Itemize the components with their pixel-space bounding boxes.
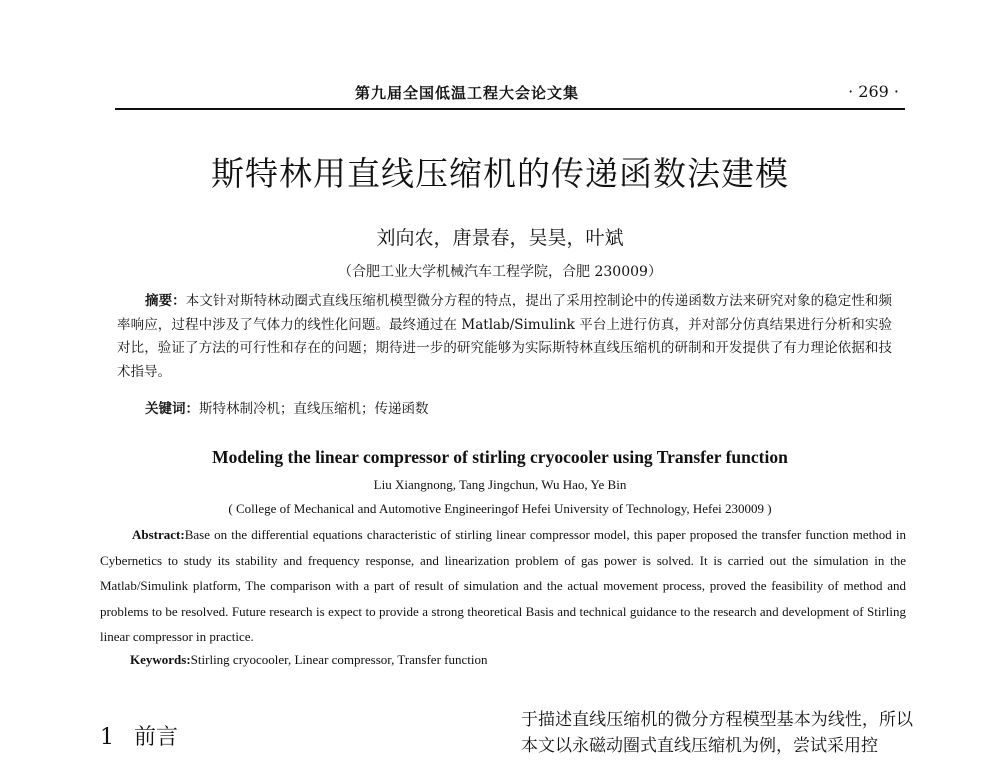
- section-title: 前言: [134, 725, 179, 750]
- authors-cn: 刘向农，唐景春，吴昊，叶斌: [376, 227, 624, 249]
- keywords-cn: [145, 397, 429, 417]
- abstract-en-text: Base on the differential equations characteristic of stirling linear compressor model, this paper proposed the transfer function method in Cybernetics to study its stability and frequency response, and linearization problem of gas power is solved. It is carried out the simulation in the Matlab/Simulink platform, The comparison with a part of result of simulation and the actual movement process, proved the feasibility of method and problems to be resolved. Future research is expect to provide a strong theoretical Basis and technical guidance to the research and development of Stirling linear compressor in practice.: [100, 527, 906, 644]
- keywords-en-label: Keywords:: [130, 652, 191, 667]
- abstract-en: [100, 522, 906, 650]
- abstract-cn-label: 摘要：: [145, 293, 186, 309]
- running-header: [115, 80, 905, 110]
- authors-en: Liu Xiangnong, Tang Jingchun, Wu Hao, Ye Bin: [373, 477, 627, 492]
- page-number: · 269 ·: [848, 82, 899, 101]
- journal-title: 第九届全国低温工程大会论文集: [355, 84, 580, 102]
- abstract-cn-text: 本文针对斯特林动圈式直线压缩机模型微分方程的特点，提出了采用控制论中的传递函数方法来研究对象的稳定性和频率响应，过程中涉及了气体力的线性化问题。最终通过在 Matlab/Simulink 平台上进行仿真，并对部分仿真结果进行分析和实验对比，验证了方法的可行性和存在的问题；期待进一步的研究能够为实际斯特林直线压缩机的研制和开发提供了有力理论依据和技术指导。: [117, 293, 892, 380]
- abstract-en-label: Abstract:: [132, 527, 185, 542]
- keywords-cn-text: 斯特林制冷机；直线压缩机；传递函数: [199, 401, 429, 417]
- section-body-text: 于描述直线压缩机的微分方程模型基本为线性，所以本文以永磁动圈式直线压缩机为例，尝试采用控: [521, 710, 913, 756]
- keywords-cn-label: 关键词：: [145, 401, 199, 417]
- affiliation-en: ( College of Mechanical and Automotive Engineeringof Hefei University of Technology, Hefei 230009 ): [228, 501, 772, 516]
- keywords-en: [130, 652, 487, 668]
- abstract-cn: [117, 290, 892, 384]
- section-heading: [100, 720, 178, 751]
- keywords-en-text: Stirling cryocooler, Linear compressor, Transfer function: [190, 652, 488, 667]
- affiliation-cn: （合肥工业大学机械汽车工程学院，合肥 230009）: [338, 264, 662, 280]
- section-number: 1: [100, 725, 114, 750]
- paper-title-cn: 斯特林用直线压缩机的传递函数法建模: [211, 154, 789, 193]
- paper-title-en: Modeling the linear compressor of stirling cryocooler using Transfer function: [212, 447, 788, 467]
